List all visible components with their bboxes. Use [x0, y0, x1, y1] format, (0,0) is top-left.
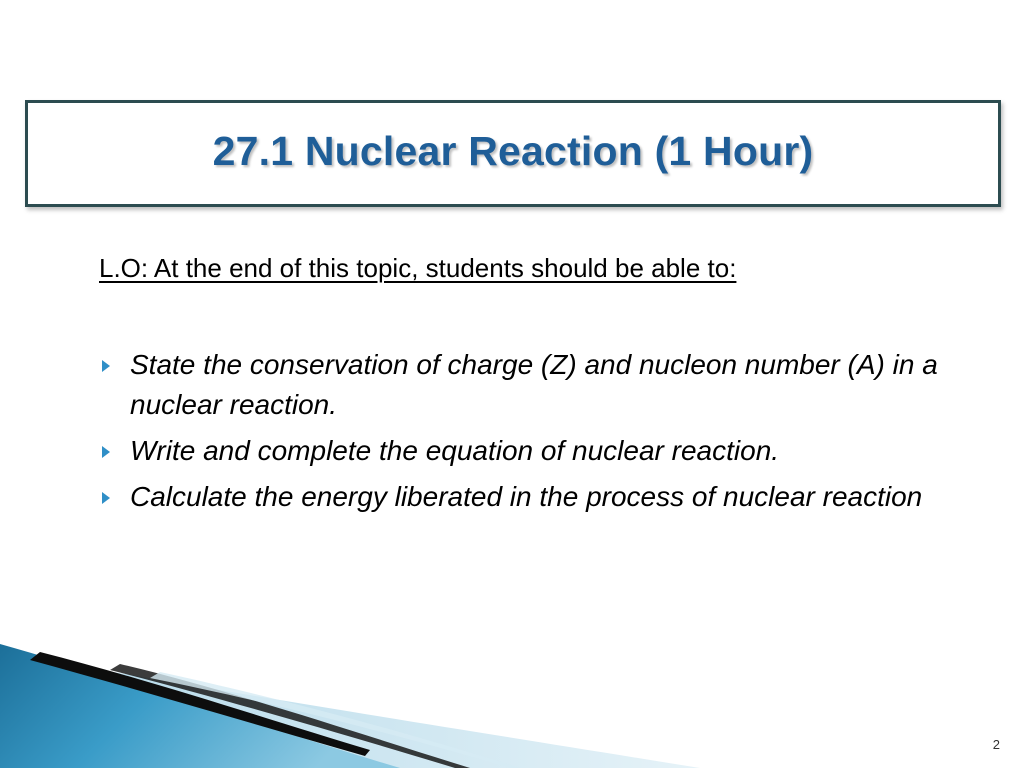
list-item: [100, 431, 1005, 471]
triangle-right-icon: [102, 360, 110, 372]
triangle-right-icon: [102, 446, 110, 458]
page-number: 2: [992, 737, 1000, 752]
list-item-text: State the conservation of charge (Z) and nucleon number (A) in a nuclear reaction.: [130, 349, 938, 420]
list-item-text: Calculate the energy liberated in the process of nuclear reaction: [130, 481, 923, 512]
list-item: [100, 345, 1005, 425]
list-item-text: Write and complete the equation of nuclear reaction.: [130, 435, 780, 466]
list-item: [100, 477, 1005, 517]
footer-decoration: [0, 638, 1024, 768]
slide-title: 27.1 Nuclear Reaction (1 Hour): [212, 128, 814, 174]
triangle-right-icon: [102, 492, 110, 504]
title-box: [25, 100, 1001, 207]
learning-objective-intro: L.O: At the end of this topic, students should be able to:: [99, 253, 737, 283]
objective-list: [100, 345, 1005, 523]
